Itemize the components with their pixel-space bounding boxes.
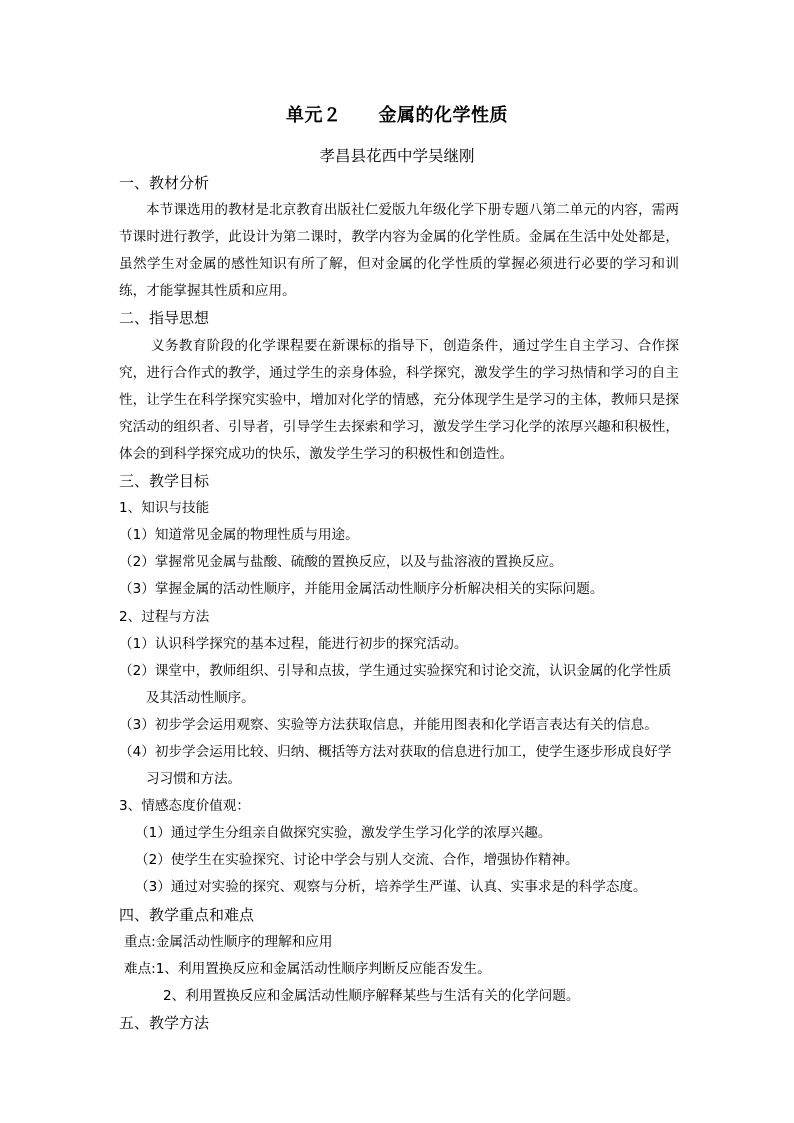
section-heading-key-difficult-points: 四、教学重点和难点 [119,905,255,924]
subheading-knowledge-skills: 1、知识与技能 [119,500,210,517]
objective-item: （3）通过对实验的探究、观察与分析，培养学生严谨、认真、实事求是的科学态度。 [135,879,647,896]
objective-item: （1）认识科学探究的基本过程，能进行初步的探究活动。 [119,635,468,652]
objective-item: （3）初步学会运用观察、实验等方法获取信息，并能用图表和化学语言表达有关的信息。 [119,716,658,733]
document-title: 单元２ 金属的化学性质 [286,105,508,126]
objective-item: （2）掌握常见金属与盐酸、硫酸的置换反应，以及与盐溶液的置换反应。 [119,554,563,571]
paragraph-textbook-analysis: 本节课选用的教材是北京教育出版社仁爱版九年级化学下册专题八第二单元的内容，需两节课时进行教学，此设计为第二课时，教学内容为金属的化学性质。金属在生活中处处都是，虽然学生对金属的感性知识有所了解，但对金属的化学性质的掌握必须进行必要的学习和训练，才能掌握其性质和应用。 [119,202,679,300]
key-point: 重点:金属活动性顺序的理解和应用 [124,933,333,950]
section-heading-guiding-ideology: 二、指导思想 [119,309,210,328]
document-body [119,170,679,1037]
section-heading-teaching-methods: 五、教学方法 [119,1013,210,1032]
paragraph-guiding-ideology: 义务教育阶段的化学课程要在新课标的指导下，创造条件，通过学生自主学习、合作探究，进行合作式的教学，通过学生的亲身体验，科学探究，激发学生的学习热情和学习的自主性，让学生在科学探究实验中，增加对化学的情感，充分体现学生是学习的主体，教师只是探究活动的组织者、引导者，引导学生去探索和学习，激发学生学习化学的浓厚兴趣和积极性，体会的到科学探究成功的快乐，激发学生学习的积极性和创造性。 [119,337,679,462]
difficult-point: 2、利用置换反应和金属活动性顺序解释某些与生活有关的化学问题。 [163,987,580,1004]
subheading-process-methods: 2、过程与方法 [119,608,210,625]
objective-item: （1）知道常见金属的物理性质与用途。 [119,527,359,544]
section-heading-teaching-objectives: 三、教学目标 [119,472,210,491]
subheading-emotional-values: 3、情感态度价值观： [119,798,250,815]
objective-item: （1）通过学生分组亲自做探究实验，激发学生学习化学的浓厚兴趣。 [135,825,552,842]
section-heading-textbook-analysis: 一、教材分析 [119,174,210,192]
objective-item: （3）掌握金属的活动性顺序，并能用金属活动性顺序分析解决相关的实际问题。 [119,581,604,598]
document-author: 孝昌县花西中学吴继刚 [319,147,475,165]
objective-item: （4）初步学会运用比较、归纳、概括等方法对获取的信息进行加工，使学生逐步形成良好学习习惯和方法。 [119,743,672,788]
objective-item: （2）课堂中，教师组织、引导和点拔，学生通过实验探究和讨论交流，认识金属的化学性质及其活动性顺序。 [119,662,672,706]
difficult-point: 难点:1、利用置换反应和金属活动性顺序判断反应能否发生。 [124,960,491,977]
objective-item: （2）使学生在实验探究、讨论中学会与别人交流、合作，增强协作精神。 [135,852,579,869]
